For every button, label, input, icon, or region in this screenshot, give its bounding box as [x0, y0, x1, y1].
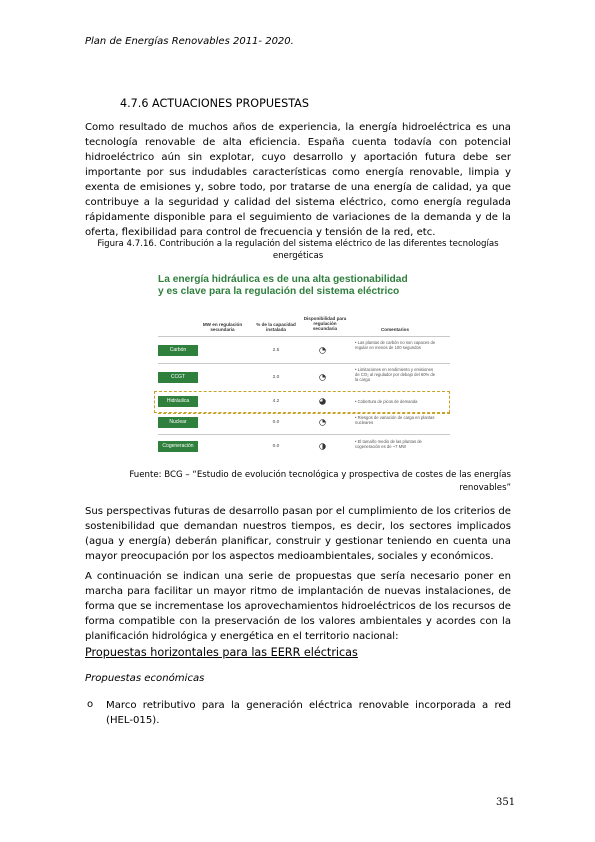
availability-half-icon [319, 443, 326, 450]
row-value-ccgt: 2.0 [272, 375, 280, 380]
row-comment-nuclear: • Riesgos de variación de carga en plantas nucleares [355, 415, 435, 425]
row-comment-hydro: • Cobertura de picos de demanda [355, 399, 418, 404]
running-header: Plan de Energías Renovables 2011- 2020. [85, 36, 294, 47]
paragraph-perspectives: Sus perspectivas futuras de desarrollo pasan por el cumplimiento de los criterios de sostenibilidad que demandan nuestros tiempos, es decir, los sectores implicados (agua y energía) deberán planificar, construir y gestionar teniendo en cuenta una mayor preocupación por los aspectos medioambientales, sociales y económicos. [85, 506, 511, 562]
subheading-horizontal-proposals: Propuestas horizontales para las EERR eléctricas [85, 646, 358, 659]
figure-title-line-1: La energía hidráulica es de una alta gestionabilidad [158, 274, 408, 285]
figure-source: Fuente: BCG – “Estudio de evolución tecnológica y prospectiva de costes de las energías renovables” [129, 470, 511, 493]
availability-quarter-icon [319, 374, 326, 381]
column-header-comments: Comentarios [380, 327, 410, 332]
row-label-ccgt: CCGT [158, 372, 198, 383]
row-label-hydro: Hidráulica [158, 396, 198, 407]
row-label-nuclear: Nuclear [158, 417, 198, 428]
header-divider [158, 336, 450, 337]
page-number: 351 [496, 797, 516, 808]
column-header-availability: Disponibilidad para regulación secundaria [303, 316, 347, 331]
row-divider [158, 363, 450, 364]
paragraph-intro: Como resultado de muchos años de experiencia, la energía hidroeléctrica es una tecnología renovable de alta eficiencia. España cuenta todavía con potencial hidroeléctrico aún sin explotar, cuyo desarrollo y aportación futura debe ser importante por sus indudables características como energía renovable, limpia y exenta de emisiones y, sobre todo, por tratarse de una energía de calidad, ya que contribuye a la seguridad y calidad del sistema eléctrico, como energía regulada rápidamente disponible para el seguimiento de variaciones de la demanda y de la oferta, flexibilidad para control de frecuencia y tensión de la red, etc. [85, 122, 511, 238]
row-divider-dashed [158, 413, 450, 414]
figure-caption: Figura 4.7.16. Contribución a la regulación del sistema eléctrico de las diferentes tecnologías energéticas [97, 239, 499, 261]
row-value-nuclear: 0.0 [272, 420, 280, 425]
column-header-mw: MW en regulación secundaria [202, 322, 243, 332]
figure-title-line-2: y es clave para la regulación del sistema eléctrico [158, 286, 400, 297]
paragraph-proposals: A continuación se indican una serie de propuestas que sería necesario poner en marcha para facilitar un mayor ritmo de implantación de nuevas instalaciones, de forma que se incrementase los aprovechamientos hidroeléctricos de los recursos de forma compatible con la preservación de los valores ambientales y acordes con la planificación hidrológica y energética en el territorio nacional: [85, 571, 511, 642]
row-comment-ccgt: • Limitaciones en rendimiento y emisiones de CO₂ al regulador por debajo del 60% de la carga [355, 367, 436, 382]
availability-quarter-icon [319, 419, 326, 426]
row-value-carbon: 2.5 [272, 348, 280, 353]
row-comment-carbon: • Las plantas de carbón no son capaces de regular en menos de 100 segundos [355, 340, 436, 350]
column-header-pct: % de la capacidad instalada [256, 322, 296, 332]
figure-title [158, 274, 408, 298]
availability-quarter-icon [319, 347, 326, 354]
bullet-item: Marco retributivo para la generación eléctrica renovable incorporada a red (HEL-015). [106, 700, 511, 726]
row-divider [158, 434, 450, 435]
section-title: 4.7.6 ACTUACIONES PROPUESTAS [120, 97, 309, 110]
row-label-carbon: Carbón [158, 345, 198, 356]
bullet-circle-icon: o [87, 699, 94, 710]
row-value-cogeneration: 0.0 [272, 444, 280, 449]
row-label-cogeneration: Cogeneración [158, 441, 198, 452]
figure-regulation-table [150, 270, 450, 460]
row-value-hydro: 4.2 [272, 399, 280, 404]
subheading-economic-proposals: Propuestas económicas [85, 673, 205, 684]
row-comment-cogeneration: • El tamaño medio de las plantas de cogeneración es de ~7 MW [355, 439, 422, 449]
availability-three-quarter-icon [319, 398, 326, 405]
